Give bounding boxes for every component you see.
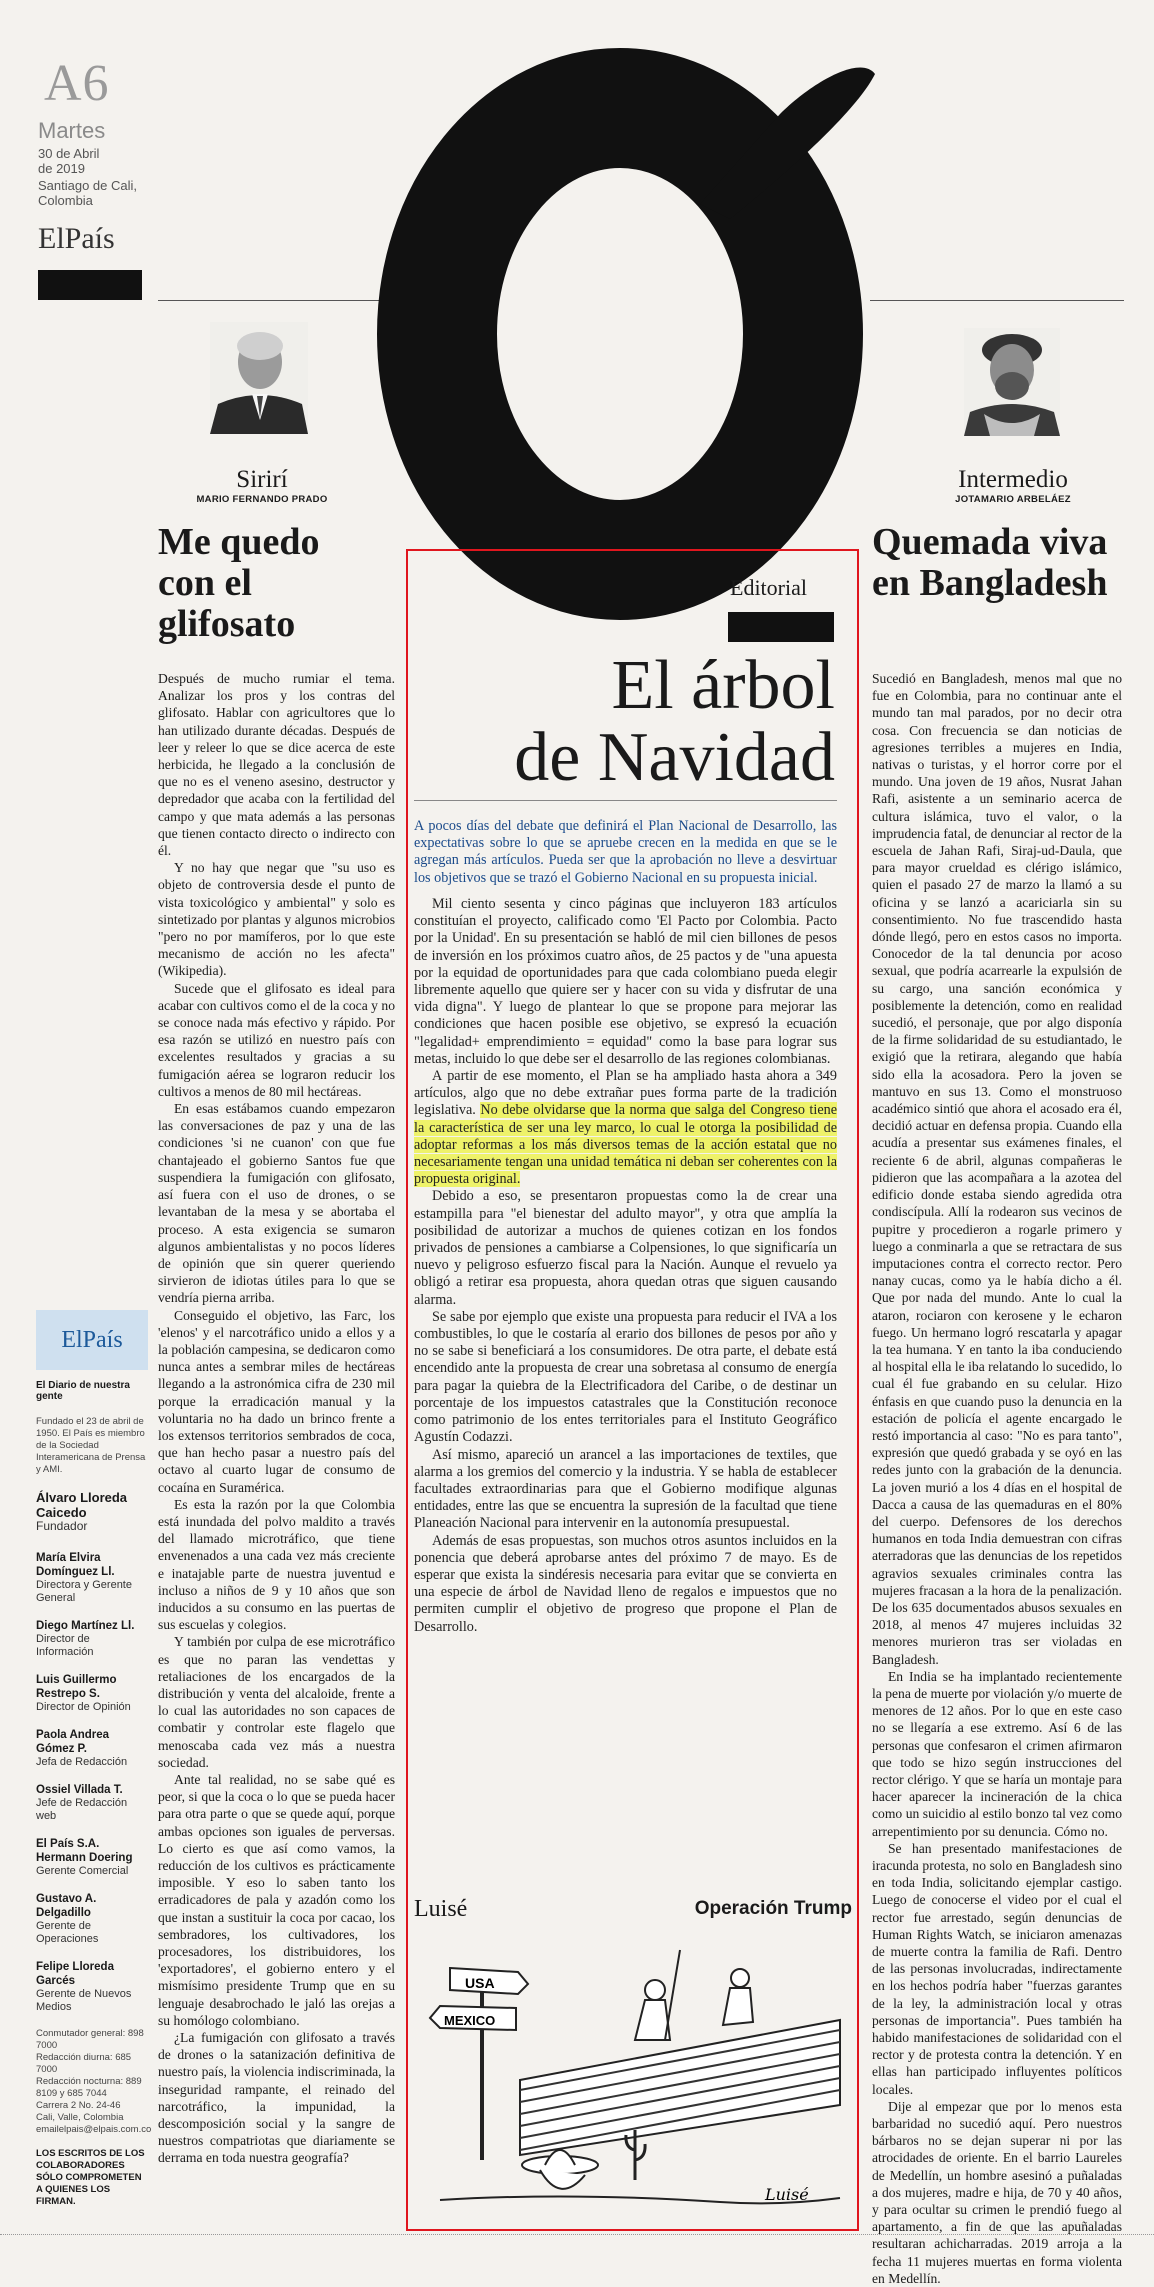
founder-name: Álvaro Lloreda Caicedo xyxy=(36,1490,128,1520)
column-section-left: Sirirí xyxy=(236,466,288,493)
masthead-logo-box xyxy=(36,1310,148,1370)
masthead-disclaimer: LOS ESCRITOS DE LOS COLABORADORES SÓLO COMPROMETEN A QUIENES LOS FIRMAN. xyxy=(36,2148,145,2207)
staff-item xyxy=(36,1551,148,1605)
place-label: Santiago de Cali, Colombia xyxy=(38,178,138,208)
staff-role: Gerente de Nuevos Medios xyxy=(36,1988,132,2013)
staff-name: Luis Guillermo Restrepo S. xyxy=(36,1674,117,1700)
staff-role: Director de Información xyxy=(36,1633,94,1658)
cartoon-drawing xyxy=(420,1930,846,2220)
editorial-paragraph-highlighted xyxy=(414,1068,837,1188)
masthead-contact: Conmutador general: 898 7000 Redacción diurna: 685 7000 Redacción nocturna: 889 8109 y 685 7044 Carrera 2 No. 24-46 Cali, Valle, Colombia emailelpais@elpais.com.co xyxy=(36,2028,152,2135)
header-black-bar xyxy=(38,270,142,300)
editorial-text: A partir de ese momento, el Plan se ha ampliado hasta ahora a 349 artículos, algo que no debe extrañar pues forma parte de la tradición legislativa. xyxy=(414,1068,837,1119)
staff-name: El País S.A. Hermann Doering xyxy=(36,1838,133,1864)
cartoon-artist: Luisé xyxy=(414,1896,468,1922)
masthead xyxy=(36,1310,152,2208)
editorial-headline-2: de Navidad xyxy=(514,719,835,796)
page-number: A6 xyxy=(44,55,110,112)
sign-mexico: MEXICO xyxy=(444,2013,496,2028)
masthead-logo: ElPaís xyxy=(61,1326,123,1353)
staff-item xyxy=(36,1783,148,1823)
opinion-o-graphic xyxy=(340,44,900,564)
highlighted-text: No debe olvidarse que la norma que salga del Congreso tiene la característica de ser una ley marco, lo cual le otorga la posibilidad de adoptar reformas a los más diversos temas de la acción estatal que no necesariamente tengan una unidad temática ni deban ser coherentes con la propuesta original. xyxy=(414,1102,838,1188)
staff-role: Gerente Comercial xyxy=(36,1865,129,1877)
editorial-rule xyxy=(414,800,837,801)
staff-name: Gustavo A. Delgadillo xyxy=(36,1893,97,1919)
staff-name: Diego Martínez Ll. xyxy=(36,1620,135,1632)
left-paragraph: Y también por culpa de ese microtráfico es que no paran las vendettas y retaliaciones de los encargados de la distribución y venta del alcaloide, frente a lo cual las autoridades no son capaces de combatir y controlar este flagelo que menoscaba cada vez más a nuestra sociedad. xyxy=(158,1634,395,1770)
left-paragraph: Y no hay que negar que "su uso es objeto de controversia desde el punto de vista toxicológico y ambiental" y solo es sintetizado por plantas y algunos microbios "pero no por mamíferos, por lo que este mecanismo de acción no les afecta" (Wikipedia). xyxy=(158,860,395,979)
left-paragraph: En esas estábamos cuando empezaron las conversaciones de paz y una de las condiciones 'si ne cuanon' con que fue chantajeado el gobierno Santos fue que suspendiera la fumigación con glifosato, así fuera con el uso de drones, o se levantaban de la mesa y se abortaba el proceso. A esta exigencia se sumaron algunos ambientalistas y no pocos líderes de opinión que sin querer queriendo sirvieron de idiotas útiles para lo que se vendría pierna arriba. xyxy=(158,1101,395,1306)
column-author-right: JOTAMARIO ARBELÁEZ xyxy=(955,494,1071,505)
staff-list xyxy=(36,1551,148,2014)
right-paragraph: En India se ha implantado recientemente la pena de muerte por violación y/o muerte de menores de 12 años. Por lo que en este caso no se llegaría a ese extremo. Así 6 de las personas que confesaron el crimen afirmaron que todo se hizo según instrucciones del rector clérigo. Y que se haría un montaje para hacer aparecer la incineración de la chica como un suicidio al estilo bonzo tal vez como arrepentimiento por su denuncia. Cómo no. xyxy=(872,1668,1122,1839)
staff-item xyxy=(36,1728,148,1769)
column-body-left xyxy=(158,670,395,2225)
editorial-headline-1: El árbol xyxy=(611,647,835,724)
editorial-lede: A pocos días del debate que definirá el Plan Nacional de Desarrollo, las expectativas sobre lo que se apruebe crecen en la medida en que se le agregan más artículos. Pueda ser que la aprobación no lleve a desvirtuar los objetivos que se trazó el Gobierno Nacional en su propuesta inicial. xyxy=(414,818,837,886)
day-label: Martes xyxy=(38,118,106,143)
editorial-black-bar xyxy=(728,612,834,642)
editorial-paragraph: Se sabe por ejemplo que existe una propuesta para reducir el IVA a los combustibles, lo que le costaría al erario dos billones de pesos por año y no se sabe si beneficiará a los consumidores. De otra parte, el debate está encendido ante la propuesta de crear una sobretasa al consumo de energía para pagar la quiebra de la Electrificadora del Caribe, o de destinar un porcentaje de los impuestos catastrales que la Constitución reconoce como patrimonio de los entes territoriales para el Instituto Geográfico Agustín Codazzi. xyxy=(414,1308,837,1446)
editorial-body xyxy=(414,896,837,1858)
staff-name: María Elvira Domínguez Ll. xyxy=(36,1552,115,1578)
left-paragraph: Sucede que el glifosato es ideal para acabar con cultivos como el de la coca y no se conoce nada más efectivo y rápido. Por esa razón se utilizó en nuestro país con excelentes resultados y gracias a su fumigación aérea se lograron reducir los cultivos a menos de 80 mil hectáreas. xyxy=(158,980,395,1099)
right-paragraph: Dije al empezar que por lo menos esta barbaridad no sucedió aquí. Pero nuestros bárbaros no se dejan superar ni por las atrocidades de oriente. En el barrio Laureles de Medellín, un hombre asesinó a puñaladas a dos mujeres, madre e hija, de 70 y 40 años, y para ocultar su crimen le prendió fuego al apartamento, a fin de que las apuñaladas resultaran achicharradas. 2019 arroja a la fecha 11 mujeres muertas en forma violenta en Medellín. xyxy=(872,2098,1122,2286)
left-paragraph: ¿La fumigación con glifosato a través de drones o la satanización definitiva de nuestro país, la violencia indiscriminada, la inseguridad rampante, el reinado del narcotráfico, la impunidad, la descomposición social y la sangre de nuestros compatriotas que diariamente se derrama en toda nuestra geografía? xyxy=(158,2030,395,2166)
editorial-paragraph: Mil ciento sesenta y cinco páginas que incluyeron 183 artículos constituían el proyecto, calificado como 'El Pacto por Colombia. Pacto por la Unidad'. En su presentación se habló de mil cien billones de pesos de inversión en los próximos cuatro años, de 25 pactos y de "una apuesta por la equidad de oportunidades para que cada colombiano pueda elegir libremente aquello que quiere ser y hacer con su vida y disfrutar de una vida digna". Y luego de plantear lo que se propone para mejorar las condiciones que hacen posible ese objetivo, se expresó la ecuación "legalidad+ emprendimiento = equidad" como la base para lograr sus metas, incluido lo que debe ser el desarrollo de las regiones colombianas. xyxy=(414,896,837,1067)
editorial-paragraph: Debido a eso, se presentaron propuestas como la de crear una estampilla para "el bienestar del adulto mayor", y otra que amplía la posibilidad de autorizar a muchos de quienes cotizan en los fondos privados de pensiones a cambiarse a Colpensiones, lo que significaría un nuevo y peligroso esfuerzo fiscal para la Nación. Aunque el revuelo ya obligó a retirar esa propuesta, ahora quedan otras que siguen causando alarma. xyxy=(414,1188,837,1308)
editorial-paragraph: Además de esas propuestas, son muchos otros asuntos incluidos en la ponencia que deberá aprobarse antes del próximo 7 de mayo. Es de esperar que exista la sindéresis necesaria para evitar que se convierta en una especie de árbol de Navidad lleno de regalos e impuestos que no permiten cumplir el objetivo de progreso que propone el Plan de Desarrollo. xyxy=(414,1532,837,1635)
cartoon-title: Operación Trump xyxy=(694,1898,852,1919)
staff-role: Directora y Gerente General xyxy=(36,1579,132,1604)
right-paragraph: Se han presentado manifestaciones de iracunda protesta, no solo en Bangladesh sino en toda India, solicitando ejemplar castigo. Luego de conocerse el video por el cual el rector fue arrestado, según denuncias de Human Rights Watch, se iniciaron amenazas de muerte contra la familia de Rafi. Dentro de las personas involucradas, indirectamente en los hechos podría haber "fuerzas garantes de la ley, la administración local y otras personas de importancia". Pues también ha habido manifestaciones de solidaridad con el rector y de protesta contra la detención. Y en ellas han participado influyentes políticos locales. xyxy=(872,1840,1122,2097)
column-headline-right: Quemada viva en Bangladesh xyxy=(872,521,1108,604)
staff-role: Gerente de Operaciones xyxy=(36,1920,99,1945)
staff-role: Director de Opinión xyxy=(36,1701,131,1713)
author-photo-arbelaez xyxy=(964,328,1060,436)
editorial-label: Editorial xyxy=(730,575,807,600)
cartoon-signature: Luisé xyxy=(765,2185,809,2204)
left-paragraph: Ante tal realidad, no se sabe qué es peor, si que la coca o lo que se pueda hacer para otra parte o que se quede aquí, porque ambas opciones son iguales de perversas. Lo cierto es que así como vamos, la reducción de los cultivos es prácticamente imposible. Y eso lo saben tanto los erradicadores de pala y azadón como los que instan a sustituir la coca por cacao, los sembradores, los cultivadores, los procesadores, los distribuidores, los 'exportadores', el gobierno entero y el mismísimo presidente Trump que en su lenguaje desabrochado le jaló las orejas a su homólogo colombiano. xyxy=(158,1772,395,2028)
column-headline-left: Me quedo con el glifosato xyxy=(158,521,320,645)
registration-marks xyxy=(0,2234,1154,2236)
left-paragraph: Conseguido el objetivo, las Farc, los 'elenos' y el narcotráfico unido a ellos y a la población campesina, se dedicaron como nunca antes a sembrar miles de hectáreas llegando a la astronómica cifra de 230 mil porque la erradicación manual y la voluntaria no ha dado un brinco frente a los extensos territorios sembrados de coca, que han hecho pasar a nuestro país del octavo al cuarto lugar de consumo de cocaína en Suramérica. xyxy=(158,1307,395,1495)
header-rule-right xyxy=(870,300,1124,301)
left-paragraph: Después de mucho rumiar el tema. Analizar los pros y los contras del glifosato. Hablar con agricultores que lo han utilizado durante décadas. Después de leer y releer lo que se dice acerca de este herbicida, he llegado a la conclusión de que no es el veneno asesino, destructor y depredador que acaba con la fertilidad del campo y que mata además a las personas que tienen contacto directo o indirecto con él. xyxy=(158,671,395,859)
founder-role: Fundador xyxy=(36,1519,88,1533)
masthead-founding: Fundado el 23 de abril de 1950. El País es miembro de la Sociedad Interamericana de Prensa y AMI. xyxy=(36,1416,146,1475)
right-paragraph: Sucedió en Bangladesh, menos mal que no fue en Colombia, para no continuar ante el mundo tan mal parados, por no decir otra cosa. Con frecuencia se dan noticias de agresiones terribles a mujeres en India, nativas o turistas, y el horror corre por el mundo. Una joven de 19 años, Nusrat Jahan Rafi, asistente a un seminario acerca de cultura islámica, tuvo el valor, o la imprudencia fatal, de denunciar al rector de la escuela de Jahan Rafi, Siraj-ud-Daula, que para mayor crueldad es clérigo islámico, quien el pasado 27 de marzo la llamó a su oficina y se lanzó a acariciarla sin su consentimiento. No fue trascendido hasta dónde llegó, pero en estos casos no importa. Conocedor de la tal denuncia por acoso sexual, que podría acarrearle la expulsión de su cargo, una sanción económica y posiblemente la detención, como en realidad sucedió, el personaje, que por algo disponía de la firme solidaridad de su estudiantado, le exigió que la retirara, alegando que había sido ella la acosadora. Pero la joven se mantuvo en sus 13. Como el monstruoso académico sintió que ahora el acosado era él, decidió actuar en defensa propia. Cuando ella acudía a presentar sus exámenes finales, el reciente 6 de abril, algunas compañeras le pidieron que las acompañara a la azotea del edificio donde estaba siendo agredida otra condiscípula. Allí la rodearon sus vecinos de pupitre y procedieron a rogarle primero y luego a conminarla a que se retractara de sus imputaciones contra el correcto rector. Pero nanay cucas, como ya le había dicho a él. Que por nada del mundo. Ante lo cual la ataron, rociaron con kerosene y le echaron fuego. Un hermano logró rescatarla y apagar la tea humana. Y en tanto la iba conduciendo al hospital ella le iba relatando lo sucedido, lo cual él fue grabando en su celular. Hizo énfasis en que cuando puso la denuncia en la estación de policía el agente encargado le restó importancia al caso: "No es para tanto", expresión que quedó grabada y se oyó en las redes junto con la grabación de la denuncia. La joven murió a los 4 días en el hospital de Dacca a causa de las quemaduras en el 80% del cuerpo. Defensores de los derechos humanos en toda India demuestran con cifras aterradoras que las denuncias de los repetidos agravios sexuales criminales contra las mujeres fracasan a la hora de la penalización. De los 635 documentados abusos sexuales en 2018, al menos 47 mujeres incluidas 32 menores murieron tras ser violadas en Bangladesh. xyxy=(872,671,1122,1667)
staff-item xyxy=(36,1837,148,1878)
column-author-left: MARIO FERNANDO PRADO xyxy=(196,494,328,505)
staff-item xyxy=(36,1960,148,2014)
sign-usa: USA xyxy=(465,1975,495,1991)
staff-item xyxy=(36,1673,148,1714)
staff-item xyxy=(36,1892,148,1946)
masthead-tagline: El Diario de nuestra gente xyxy=(36,1380,130,1402)
staff-name: Ossiel Villada T. xyxy=(36,1784,123,1796)
staff-name: Paola Andrea Gómez P. xyxy=(36,1729,110,1755)
date-label: 30 de Abril de 2019 xyxy=(38,146,100,176)
staff-item xyxy=(36,1619,148,1659)
newspaper-logo: ElPaís xyxy=(38,222,115,255)
column-body-right xyxy=(872,670,1122,2286)
author-photo-prado xyxy=(210,322,308,434)
column-section-right: Intermedio xyxy=(958,466,1068,493)
left-paragraph: Es esta la razón por la que Colombia está inundada del polvo maldito a través del llamado microtráfico, que tiene envenenados a una cada vez más creciente e inatajable parte de nuestra juventud e incluso a niños de 9 y 10 años que son inducidos a su consumo en las puertas de sus escuelas y colegios. xyxy=(158,1496,395,1633)
staff-name: Felipe Lloreda Garcés xyxy=(36,1961,114,1987)
staff-role: Jefe de Redacción web xyxy=(36,1797,128,1822)
editorial-paragraph: Así mismo, apareció un arancel a las importaciones de textiles, que alarma a los gremios del comercio y la industria. Y se habla de establecer facultades extraordinarias para que el Gobierno modifique algunas entidades, entre las que se encuentra la supresión de la facultad que tiene Planeación Nacional para intervenir en la autonomía presupuestal. xyxy=(414,1446,837,1532)
staff-role: Jefa de Redacción xyxy=(36,1756,128,1768)
